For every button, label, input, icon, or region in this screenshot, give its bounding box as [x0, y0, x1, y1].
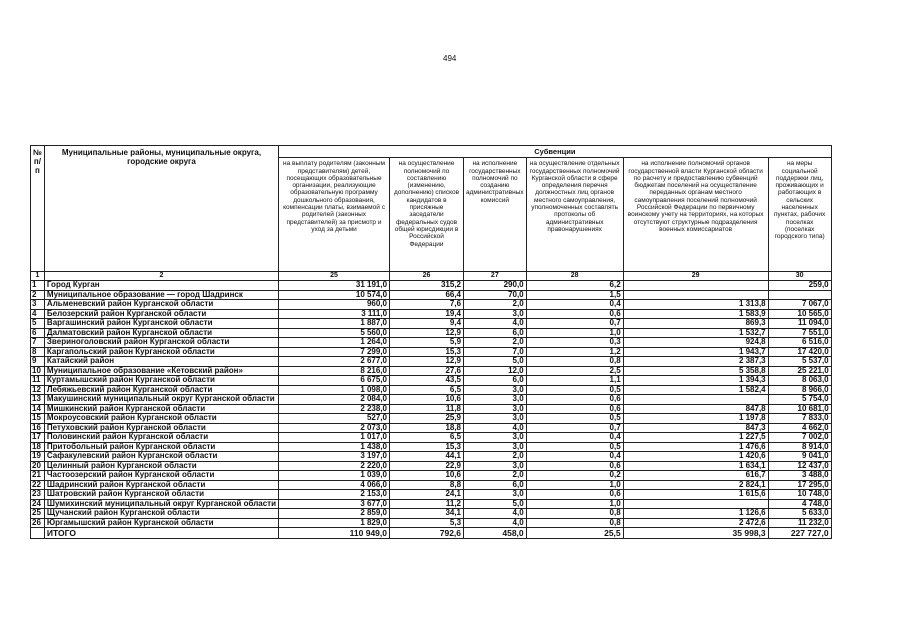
row-col-25: 1 887,0	[279, 319, 390, 329]
table-row	[31, 518, 832, 528]
row-col-26: 12,9	[390, 357, 464, 367]
table-row	[31, 414, 832, 424]
row-num: 3	[31, 300, 45, 310]
column-number: 27	[464, 272, 527, 281]
row-num: 15	[31, 414, 45, 424]
row-col-25: 1 098,0	[279, 385, 390, 395]
column-number: 26	[390, 272, 464, 281]
row-col-26: 5,9	[390, 338, 464, 348]
row-col-29: 1 227,5	[623, 433, 768, 443]
row-col-27: 70,0	[464, 290, 527, 300]
table-row	[31, 338, 832, 348]
table-row	[31, 300, 832, 310]
row-col-25: 3 197,0	[279, 452, 390, 462]
row-col-25: 2 153,0	[279, 490, 390, 500]
row-num: 19	[31, 452, 45, 462]
table-row	[31, 328, 832, 338]
total-col-26: 792,6	[390, 528, 464, 539]
row-col-25: 31 191,0	[279, 281, 390, 291]
row-name: Макушинский муниципальный округ Курганской области	[44, 395, 278, 405]
row-col-29: 616,7	[623, 471, 768, 481]
row-num: 13	[31, 395, 45, 405]
row-name: Притобольный район Курганской области	[44, 442, 278, 452]
row-col-26: 10,6	[390, 395, 464, 405]
row-name: Альменевский район Курганской области	[44, 300, 278, 310]
row-num: 5	[31, 319, 45, 329]
row-col-25: 960,0	[279, 300, 390, 310]
row-col-25: 5 560,0	[279, 328, 390, 338]
header-col-25: на выплату родителям (законным представителям) детей, посещающих образовательные организации, реализующие образовательную программу дошкольного образования, компенсации платы, взимаемой с родителей (законных представителей) за присмотр и уход за детьми	[279, 158, 390, 272]
row-col-29: 847,3	[623, 423, 768, 433]
row-col-27: 2,0	[464, 452, 527, 462]
row-col-28: 0,6	[526, 490, 623, 500]
row-col-26: 27,6	[390, 366, 464, 376]
row-col-28: 1,5	[526, 290, 623, 300]
table-row	[31, 385, 832, 395]
row-name: Шадринский район Курганской области	[44, 480, 278, 490]
row-col-28: 0,5	[526, 414, 623, 424]
row-name: Звериноголовский район Курганской области	[44, 338, 278, 348]
row-num: 7	[31, 338, 45, 348]
row-col-28: 1,0	[526, 499, 623, 509]
row-name: Шатровский район Курганской области	[44, 490, 278, 500]
header-subventions: Субвенции	[279, 146, 832, 158]
row-col-26: 15,3	[390, 347, 464, 357]
row-name: Куртамышский район Курганской области	[44, 376, 278, 386]
row-col-30: 10 681,0	[768, 404, 831, 414]
row-col-25: 1 829,0	[279, 518, 390, 528]
row-col-26: 19,4	[390, 309, 464, 319]
table-row	[31, 480, 832, 490]
row-col-25: 1 017,0	[279, 433, 390, 443]
row-name: Муниципальное образование — город Шадринск	[44, 290, 278, 300]
table-row	[31, 347, 832, 357]
column-number-row	[31, 272, 832, 281]
row-col-28: 1,0	[526, 328, 623, 338]
row-name: Мокроусовский район Курганской области	[44, 414, 278, 424]
row-col-25: 527,0	[279, 414, 390, 424]
row-num: 23	[31, 490, 45, 500]
row-col-30: 5 633,0	[768, 509, 831, 519]
table-row	[31, 490, 832, 500]
row-col-27: 4,0	[464, 509, 527, 519]
row-num: 14	[31, 404, 45, 414]
row-col-26: 315,2	[390, 281, 464, 291]
row-col-26: 24,1	[390, 490, 464, 500]
row-col-25: 7 299,0	[279, 347, 390, 357]
row-col-28: 0,6	[526, 395, 623, 405]
row-col-29	[623, 395, 768, 405]
row-col-30: 8 063,0	[768, 376, 831, 386]
row-col-25: 2 859,0	[279, 509, 390, 519]
row-col-25: 2 084,0	[279, 395, 390, 405]
row-col-28: 6,2	[526, 281, 623, 291]
row-col-28: 1,1	[526, 376, 623, 386]
row-col-26: 11,8	[390, 404, 464, 414]
row-col-26: 18,8	[390, 423, 464, 433]
row-col-27: 290,0	[464, 281, 527, 291]
row-col-26: 6,5	[390, 385, 464, 395]
row-col-30: 17 420,0	[768, 347, 831, 357]
row-col-27: 3,0	[464, 395, 527, 405]
row-col-30: 25 221,0	[768, 366, 831, 376]
header-col-28: на осуществление отдельных государственных полномочий Курганской области в сфере определения перечня должностных лиц органов местного самоуправления, уполномоченных составлять протоколы об административных правонарушениях	[526, 158, 623, 272]
row-col-27: 7,0	[464, 347, 527, 357]
row-col-27: 3,0	[464, 385, 527, 395]
row-name: Мишкинский район Курганской области	[44, 404, 278, 414]
row-col-26: 43,5	[390, 376, 464, 386]
row-col-29: 1 126,6	[623, 509, 768, 519]
table-row	[31, 442, 832, 452]
row-col-25: 8 216,0	[279, 366, 390, 376]
row-col-27: 3,0	[464, 309, 527, 319]
row-col-29: 1 394,3	[623, 376, 768, 386]
row-col-28: 0,8	[526, 357, 623, 367]
row-name: Муниципальное образование «Кетовский район»	[44, 366, 278, 376]
row-name: Щучанский район Курганской области	[44, 509, 278, 519]
row-col-25: 1 438,0	[279, 442, 390, 452]
row-num: 4	[31, 309, 45, 319]
table-row	[31, 509, 832, 519]
total-col-28: 25,5	[526, 528, 623, 539]
row-col-27: 5,0	[464, 499, 527, 509]
column-number: 2	[44, 272, 278, 281]
row-col-27: 6,0	[464, 328, 527, 338]
row-col-29	[623, 499, 768, 509]
header-col-27: на исполнение государственных полномочий по созданию административных комиссий	[464, 158, 527, 272]
row-num: 9	[31, 357, 45, 367]
row-num: 20	[31, 461, 45, 471]
row-col-28: 0,8	[526, 518, 623, 528]
row-col-29: 2 387,3	[623, 357, 768, 367]
row-num: 11	[31, 376, 45, 386]
table-row	[31, 290, 832, 300]
row-col-27: 4,0	[464, 518, 527, 528]
row-name: Целинный район Курганской области	[44, 461, 278, 471]
row-col-25: 2 220,0	[279, 461, 390, 471]
row-col-27: 3,0	[464, 404, 527, 414]
table-row	[31, 433, 832, 443]
row-col-27: 2,0	[464, 338, 527, 348]
row-col-29: 2 824,1	[623, 480, 768, 490]
row-col-30: 5 537,0	[768, 357, 831, 367]
row-num: 18	[31, 442, 45, 452]
row-col-26: 8,8	[390, 480, 464, 490]
row-name: Сафакулевский район Курганской области	[44, 452, 278, 462]
row-col-30: 11 094,0	[768, 319, 831, 329]
table-row	[31, 357, 832, 367]
row-col-29: 1 476,6	[623, 442, 768, 452]
row-col-29: 924,8	[623, 338, 768, 348]
row-col-26: 12,9	[390, 328, 464, 338]
row-col-30: 3 488,0	[768, 471, 831, 481]
row-col-30	[768, 290, 831, 300]
column-number: 29	[623, 272, 768, 281]
row-col-28: 0,5	[526, 442, 623, 452]
row-col-29: 1 943,7	[623, 347, 768, 357]
total-col-25: 110 949,0	[279, 528, 390, 539]
row-name: Катайский район	[44, 357, 278, 367]
row-num: 8	[31, 347, 45, 357]
row-col-27: 5,0	[464, 357, 527, 367]
table-row	[31, 366, 832, 376]
row-col-29: 1 420,6	[623, 452, 768, 462]
row-col-28: 0,6	[526, 461, 623, 471]
row-col-26: 25,9	[390, 414, 464, 424]
row-col-25: 2 238,0	[279, 404, 390, 414]
row-col-26: 10,6	[390, 471, 464, 481]
row-col-26: 66,4	[390, 290, 464, 300]
row-col-30: 7 833,0	[768, 414, 831, 424]
row-name: Далматовский район Курганской области	[44, 328, 278, 338]
row-col-29: 1 634,1	[623, 461, 768, 471]
row-col-28: 0,6	[526, 309, 623, 319]
page-number: 494	[443, 54, 457, 63]
total-label: ИТОГО	[44, 528, 278, 539]
row-col-30: 10 748,0	[768, 490, 831, 500]
row-num: 16	[31, 423, 45, 433]
row-col-25: 10 574,0	[279, 290, 390, 300]
row-col-30: 4 662,0	[768, 423, 831, 433]
row-col-29: 1 583,9	[623, 309, 768, 319]
total-col-27: 458,0	[464, 528, 527, 539]
row-col-26: 44,1	[390, 452, 464, 462]
table-row	[31, 309, 832, 319]
row-col-27: 2,0	[464, 471, 527, 481]
row-col-30: 7 002,0	[768, 433, 831, 443]
row-num: 22	[31, 480, 45, 490]
row-col-29	[623, 290, 768, 300]
row-col-28: 0,4	[526, 300, 623, 310]
table-row	[31, 461, 832, 471]
row-col-30: 9 041,0	[768, 452, 831, 462]
row-col-25: 2 677,0	[279, 357, 390, 367]
row-name: Каргапольский район Курганской области	[44, 347, 278, 357]
row-col-26: 5,3	[390, 518, 464, 528]
row-name: Половинский район Курганской области	[44, 433, 278, 443]
column-number: 30	[768, 272, 831, 281]
row-col-26: 22,9	[390, 461, 464, 471]
row-col-25: 6 675,0	[279, 376, 390, 386]
row-col-28: 0,4	[526, 452, 623, 462]
row-col-27: 3,0	[464, 461, 527, 471]
table-row	[31, 404, 832, 414]
row-name: Юргамышский район Курганской области	[44, 518, 278, 528]
row-num: 12	[31, 385, 45, 395]
row-col-29	[623, 281, 768, 291]
row-col-29: 1 532,7	[623, 328, 768, 338]
table-row	[31, 319, 832, 329]
row-col-27: 3,0	[464, 490, 527, 500]
row-name: Город Курган	[44, 281, 278, 291]
row-col-28: 1,2	[526, 347, 623, 357]
row-name: Частоозерский район Курганской области	[44, 471, 278, 481]
row-col-27: 3,0	[464, 433, 527, 443]
row-col-30: 10 565,0	[768, 309, 831, 319]
row-col-27: 6,0	[464, 376, 527, 386]
header-col-29: на исполнение полномочий органов государственной власти Курганской области по расчету и предоставлению субвенций бюджетам поселений на осуществление переданных органам местного самоуправления поселений полномочий Российской Федерации по первичному воинскому учету на территориях, на которых отсутствуют структурные подразделения военных комиссариатов	[623, 158, 768, 272]
row-col-27: 6,0	[464, 480, 527, 490]
subventions-table	[30, 145, 832, 539]
row-col-30: 6 516,0	[768, 338, 831, 348]
table-row	[31, 281, 832, 291]
row-col-30: 4 748,0	[768, 499, 831, 509]
row-col-25: 3 111,0	[279, 309, 390, 319]
row-col-27: 12,0	[464, 366, 527, 376]
row-num: 24	[31, 499, 45, 509]
column-number: 1	[31, 272, 45, 281]
row-name: Шумихинский муниципальный округ Курганской области	[44, 499, 278, 509]
row-col-27: 3,0	[464, 414, 527, 424]
row-num: 10	[31, 366, 45, 376]
row-name: Петуховский район Курганской области	[44, 423, 278, 433]
table-row	[31, 499, 832, 509]
row-col-26: 15,3	[390, 442, 464, 452]
table-row	[31, 452, 832, 462]
row-col-28: 1,0	[526, 480, 623, 490]
row-col-27: 3,0	[464, 442, 527, 452]
row-col-30: 12 437,0	[768, 461, 831, 471]
row-col-29: 5 358,8	[623, 366, 768, 376]
row-col-27: 4,0	[464, 319, 527, 329]
row-num: 17	[31, 433, 45, 443]
row-col-25: 4 066,0	[279, 480, 390, 490]
table-row	[31, 471, 832, 481]
row-col-26: 6,5	[390, 433, 464, 443]
row-col-30: 259,0	[768, 281, 831, 291]
total-num	[31, 528, 45, 539]
row-col-29: 847,8	[623, 404, 768, 414]
row-col-30: 8 914,0	[768, 442, 831, 452]
header-col-26: на осуществление полномочий по составлению (изменению, дополнению) списков кандидатов в присяжные заседатели федеральных судов общей юрисдикции в Российской Федерации	[390, 158, 464, 272]
row-col-26: 34,1	[390, 509, 464, 519]
column-number: 28	[526, 272, 623, 281]
row-num: 1	[31, 281, 45, 291]
row-col-28: 0,7	[526, 319, 623, 329]
row-col-28: 2,5	[526, 366, 623, 376]
header-name: Муниципальные районы, муниципальные округа, городские округа	[44, 146, 278, 272]
row-num: 6	[31, 328, 45, 338]
total-col-29: 35 998,3	[623, 528, 768, 539]
row-col-28: 0,5	[526, 385, 623, 395]
column-number: 25	[279, 272, 390, 281]
row-col-27: 2,0	[464, 300, 527, 310]
row-col-26: 7,6	[390, 300, 464, 310]
header-num: № п/п	[31, 146, 45, 272]
row-col-28: 0,3	[526, 338, 623, 348]
row-col-30: 11 232,0	[768, 518, 831, 528]
row-col-26: 9,4	[390, 319, 464, 329]
row-col-30: 7 067,0	[768, 300, 831, 310]
table-row	[31, 376, 832, 386]
total-row	[31, 528, 832, 539]
row-col-29: 1 197,8	[623, 414, 768, 424]
row-num: 2	[31, 290, 45, 300]
row-num: 26	[31, 518, 45, 528]
row-col-27: 4,0	[464, 423, 527, 433]
table-row	[31, 395, 832, 405]
row-col-29: 869,3	[623, 319, 768, 329]
row-col-29: 2 472,6	[623, 518, 768, 528]
row-col-28: 0,7	[526, 423, 623, 433]
row-col-26: 11,2	[390, 499, 464, 509]
table-row	[31, 423, 832, 433]
total-col-30: 227 727,0	[768, 528, 831, 539]
row-col-28: 0,8	[526, 509, 623, 519]
row-col-30: 7 551,0	[768, 328, 831, 338]
row-col-28: 0,2	[526, 471, 623, 481]
row-name: Варгашинский район Курганской области	[44, 319, 278, 329]
row-name: Лебяжьевский район Курганской области	[44, 385, 278, 395]
row-col-29: 1 313,8	[623, 300, 768, 310]
row-name: Белозерский район Курганской области	[44, 309, 278, 319]
row-col-30: 8 966,0	[768, 385, 831, 395]
row-col-25: 2 073,0	[279, 423, 390, 433]
header-col-30: на меры социальной поддержки лиц, проживающих и работающих в сельских населенных пунктах, рабочих поселках (поселках городского типа)	[768, 158, 831, 272]
row-col-28: 0,6	[526, 404, 623, 414]
row-col-30: 5 754,0	[768, 395, 831, 405]
row-col-25: 3 677,0	[279, 499, 390, 509]
row-num: 25	[31, 509, 45, 519]
row-col-25: 1 264,0	[279, 338, 390, 348]
row-col-25: 1 039,0	[279, 471, 390, 481]
row-col-30: 17 295,0	[768, 480, 831, 490]
row-col-29: 1 582,4	[623, 385, 768, 395]
row-col-28: 0,4	[526, 433, 623, 443]
row-col-29: 1 615,6	[623, 490, 768, 500]
row-num: 21	[31, 471, 45, 481]
